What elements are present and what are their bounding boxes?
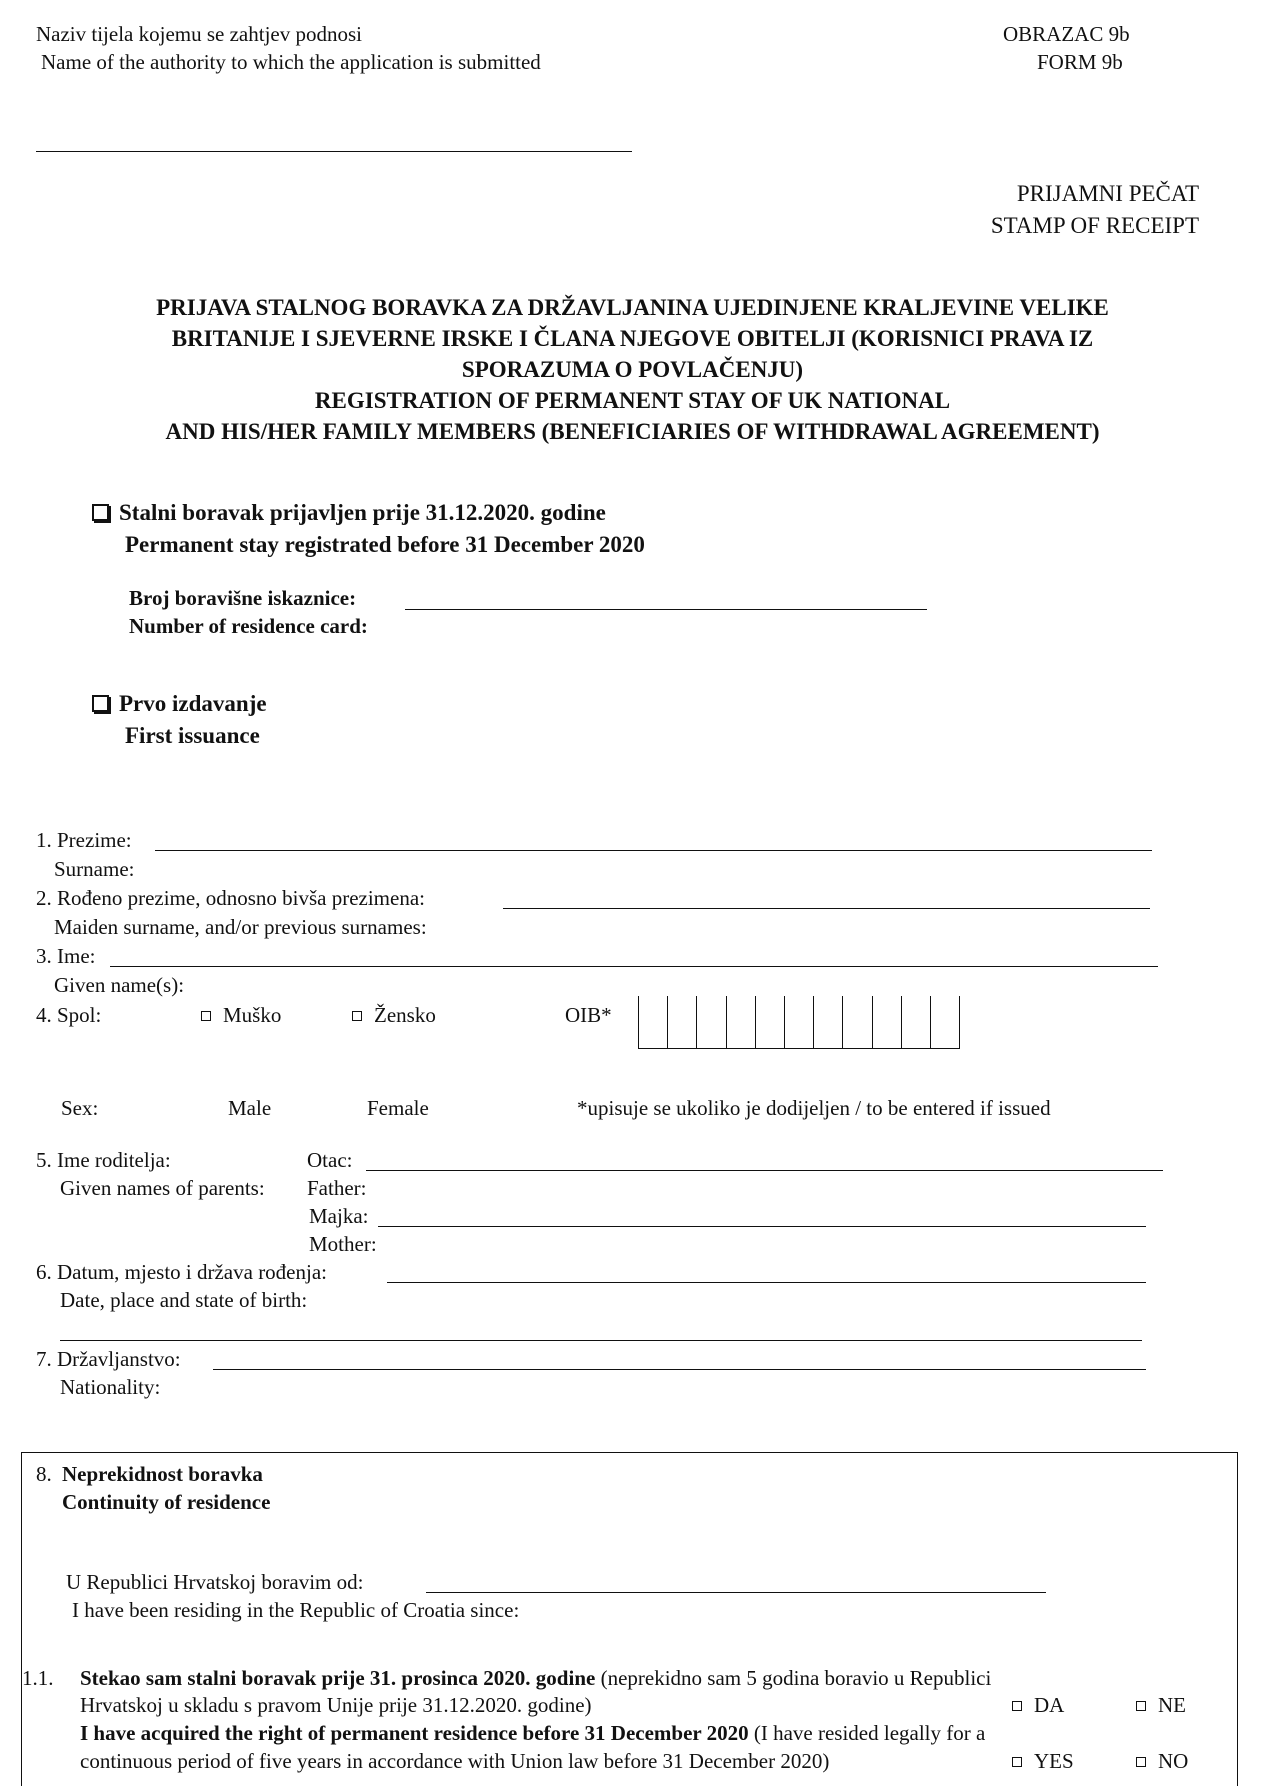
residing-since-label-hr: U Republici Hrvatskoj boravim od: (66, 1570, 364, 1594)
option-first-label-hr: Prvo izdavanje (119, 691, 267, 716)
section8-title-en: Continuity of residence (62, 1490, 271, 1514)
nationality-label-hr: 7. Državljanstvo: (36, 1347, 181, 1371)
q11-yes-en-option[interactable] (1012, 1747, 1074, 1775)
title-line-2: BRITANIJE I SJEVERNE IRSKE I ČLANA NJEGOVE OBITELJI (KORISNICI PRAVA IZ (171, 326, 1094, 351)
given-name-input-line[interactable] (110, 966, 1158, 967)
authority-input-line[interactable] (36, 151, 632, 152)
form-number-hr: OBRAZAC 9b (1003, 22, 1130, 46)
checkbox-icon[interactable] (352, 1011, 362, 1021)
q11-bold-hr: Stekao sam stalni boravak prije 31. prosinca 2020. godine (80, 1666, 596, 1690)
q11-no-hr-option[interactable] (1136, 1691, 1186, 1719)
q11-rest-hr: (neprekidno sam 5 godina boravio u Republici (595, 1666, 992, 1690)
yes-label-en: YES (1034, 1749, 1074, 1773)
checkbox-icon[interactable] (92, 695, 109, 712)
maiden-surname-label-hr: 2. Rođeno prezime, odnosno bivša prezimena: (36, 886, 425, 910)
title-line-5: AND HIS/HER FAMILY MEMBERS (BENEFICIARIES OF WITHDRAWAL AGREEMENT) (165, 419, 1100, 444)
q11-number: 1.1. (22, 1666, 54, 1690)
title-line-4: REGISTRATION OF PERMANENT STAY OF UK NATIONAL (314, 388, 951, 413)
authority-label-hr: Naziv tijela kojemu se zahtjev podnosi (36, 22, 362, 46)
oib-input-grid[interactable] (638, 996, 960, 1049)
nationality-input-line[interactable] (213, 1369, 1146, 1370)
q11-bold-en: I have acquired the right of permanent residence before 31 December 2020 (80, 1721, 749, 1745)
residence-card-label-hr: Broj boravišne iskaznice: (129, 586, 357, 610)
checkbox-icon[interactable] (1012, 1701, 1022, 1711)
surname-label-hr: 1. Prezime: (36, 828, 132, 852)
sex-option-female[interactable] (352, 1001, 436, 1029)
option-first-label-en: First issuance (125, 723, 260, 748)
q11-line2-hr: Hrvatskoj u skladu s pravom Unije prije 31.12.2020. godine) (80, 1693, 592, 1717)
checkbox-icon[interactable] (1136, 1701, 1146, 1711)
q11-line1-en (80, 1719, 985, 1747)
sex-label-en: Sex: (61, 1096, 99, 1120)
q11-line2-en: continuous period of five years in accordance with Union law before 31 December 2020) (80, 1749, 830, 1773)
given-name-label-hr: 3. Ime: (36, 944, 96, 968)
yes-label-hr: DA (1034, 1693, 1065, 1717)
birth-input-line[interactable] (387, 1282, 1146, 1283)
checkbox-icon[interactable] (1012, 1757, 1022, 1767)
checkbox-icon[interactable] (1136, 1757, 1146, 1767)
oib-note: *upisuje se ukoliko je dodijeljen / to be entered if issued (577, 1096, 1051, 1120)
surname-label-en: Surname: (54, 857, 135, 881)
q11-rest-en: (I have resided legally for a (748, 1721, 986, 1745)
section8-title-hr: Neprekidnost boravka (62, 1462, 263, 1486)
surname-input-line[interactable] (155, 850, 1152, 851)
option-first-issuance[interactable] (92, 688, 267, 720)
q11-line1-hr (80, 1664, 991, 1692)
option-registered-before-2020[interactable] (92, 497, 606, 529)
sex-option-male[interactable] (201, 1001, 281, 1029)
father-label-en: Father: (307, 1176, 367, 1200)
checkbox-icon[interactable] (92, 504, 109, 521)
checkbox-icon[interactable] (201, 1011, 211, 1021)
birth-input-line-2[interactable] (60, 1340, 1142, 1341)
nationality-label-en: Nationality: (60, 1375, 161, 1399)
maiden-surname-input-line[interactable] (503, 908, 1150, 909)
sex-label-hr: 4. Spol: (36, 1003, 102, 1027)
birth-label-en: Date, place and state of birth: (60, 1288, 308, 1312)
no-label-en: NO (1158, 1749, 1189, 1773)
male-label-en: Male (228, 1096, 272, 1120)
mother-label-en: Mother: (309, 1232, 377, 1256)
father-label-hr: Otac: (307, 1148, 353, 1172)
maiden-surname-label-en: Maiden surname, and/or previous surnames: (54, 915, 427, 939)
q11-no-en-option[interactable] (1136, 1747, 1188, 1775)
no-label-hr: NE (1158, 1693, 1186, 1717)
section8-number: 8. (36, 1462, 52, 1486)
title-line-3: SPORAZUMA O POVLAČENJU) (461, 357, 804, 382)
parents-label-hr: 5. Ime roditelja: (36, 1148, 171, 1172)
male-label-hr: Muško (223, 1003, 282, 1027)
mother-label-hr: Majka: (309, 1204, 369, 1228)
residing-since-label-en: I have been residing in the Republic of Croatia since: (72, 1598, 520, 1622)
q11-yes-hr-option[interactable] (1012, 1691, 1064, 1719)
authority-label-en: Name of the authority to which the application is submitted (41, 50, 541, 74)
title-line-1: PRIJAVA STALNOG BORAVKA ZA DRŽAVLJANINA UJEDINJENE KRALJEVINE VELIKE (156, 295, 1109, 320)
residence-card-input-line[interactable] (405, 609, 927, 610)
given-name-label-en: Given name(s): (54, 973, 185, 997)
stamp-label-hr: PRIJAMNI PEČAT (1016, 181, 1199, 206)
birth-label-hr: 6. Datum, mjesto i država rođenja: (36, 1260, 327, 1284)
stamp-label-en: STAMP OF RECEIPT (990, 213, 1199, 238)
option-registered-label-en: Permanent stay registrated before 31 December 2020 (125, 532, 645, 557)
female-label-hr: Žensko (374, 1003, 436, 1027)
option-registered-label-hr: Stalni boravak prijavljen prije 31.12.2020. godine (119, 500, 606, 525)
father-input-line[interactable] (366, 1170, 1163, 1171)
oib-label: OIB* (565, 1003, 612, 1027)
parents-label-en: Given names of parents: (60, 1176, 265, 1200)
mother-input-line[interactable] (378, 1226, 1146, 1227)
form-number-en: FORM 9b (1037, 50, 1123, 74)
residence-card-label-en: Number of residence card: (129, 614, 368, 638)
female-label-en: Female (367, 1096, 429, 1120)
residing-since-input-line[interactable] (426, 1592, 1046, 1593)
